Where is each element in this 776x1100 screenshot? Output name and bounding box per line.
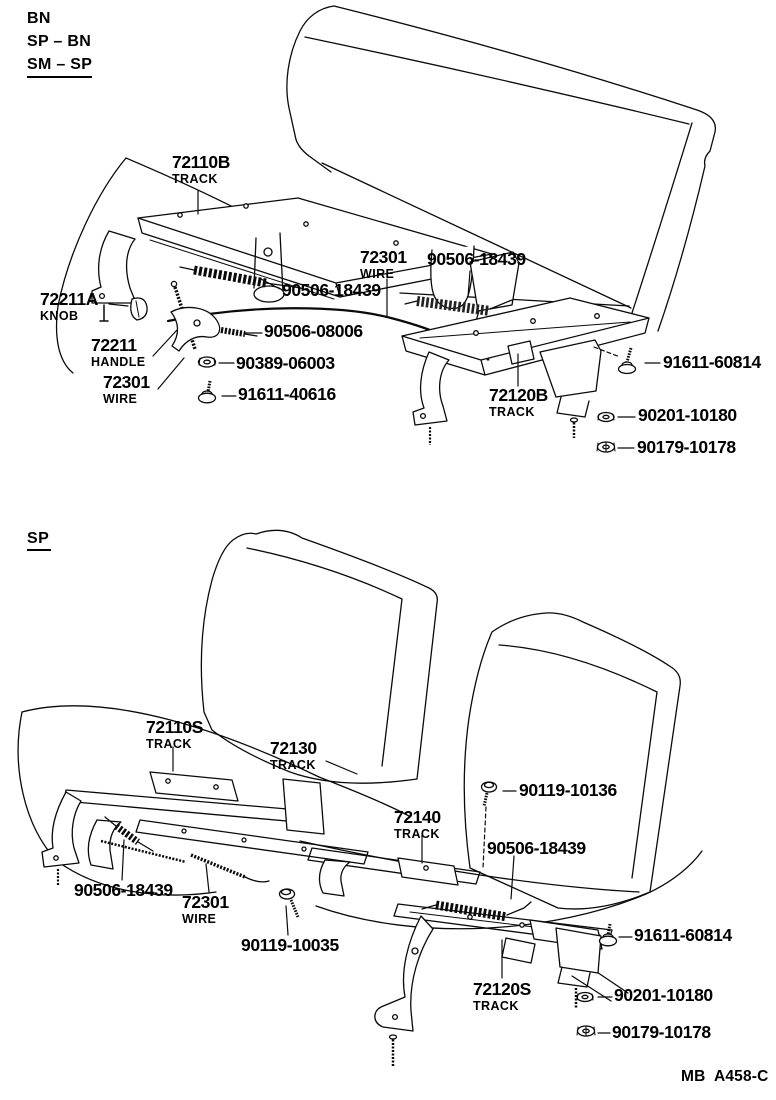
part-number: 72130: [270, 738, 317, 758]
part-number: 90201-10180: [638, 405, 737, 425]
part-number: 90201-10180: [614, 985, 713, 1005]
part-label-90119-10035: [241, 937, 339, 955]
variant-line-sp-bn: SP – BN: [27, 33, 92, 50]
part-label-90506-18439-bottom-left: [74, 882, 173, 900]
part-number: 90179-10178: [637, 437, 736, 457]
part-number: 90506-08006: [264, 321, 363, 341]
part-label-72110s: [146, 719, 203, 750]
bolt-icon: [280, 889, 299, 917]
part-label-90179-10178-bottom: [612, 1024, 711, 1042]
nut-icon: [598, 413, 614, 422]
part-label-72110b: [172, 154, 230, 185]
part-sub-label: WIRE: [182, 911, 217, 926]
part-label-90506-18439-bottom-right: [487, 840, 586, 858]
part-sub-label: TRACK: [172, 171, 218, 186]
part-label-91611-60814-bottom: [634, 927, 732, 945]
variant-header: [27, 7, 92, 78]
part-sub-label: TRACK: [394, 826, 440, 841]
bucket-seat-backs-drawing: [201, 530, 680, 909]
part-label-72301-bottom: [182, 894, 229, 925]
part-number: 72110B: [172, 152, 230, 172]
figure-code: MB A458-C: [681, 1068, 769, 1085]
part-sub-label: HANDLE: [91, 354, 146, 369]
part-number: 91611-60814: [663, 352, 761, 372]
part-label-90119-10136: [519, 782, 617, 800]
part-label-72301-bottom-left: [103, 374, 150, 405]
part-label-90506-18439-right: [427, 251, 526, 269]
part-sub-label: KNOB: [40, 308, 79, 323]
part-number: 90506-18439: [282, 280, 381, 300]
part-number: 72110S: [146, 717, 203, 737]
part-number: 90119-10136: [519, 780, 617, 800]
knob-icon: [131, 298, 147, 320]
part-label-90201-10180-top: [638, 407, 737, 425]
tension-spring-icon: [101, 817, 186, 862]
part-label-91611-60814-top: [663, 354, 761, 372]
variant-line-bn: BN: [27, 10, 51, 27]
part-number: 90119-10035: [241, 935, 339, 955]
nut-icon: [199, 357, 216, 367]
part-sub-label: TRACK: [473, 998, 519, 1013]
bolt-icon: [619, 348, 636, 374]
part-label-72211: [91, 337, 145, 368]
part-sub-label: TRACK: [489, 404, 535, 419]
part-number: 90389-06003: [236, 353, 335, 373]
part-number: 72120S: [473, 979, 531, 999]
part-number: 72301: [103, 372, 150, 392]
bolt-icon: [199, 381, 216, 403]
part-label-72301-top: [360, 249, 407, 280]
part-sub-label: TRACK: [146, 736, 192, 751]
part-label-90506-18439-left: [282, 282, 381, 300]
part-label-72120s: [473, 981, 531, 1012]
part-label-72140: [394, 809, 441, 840]
part-sub-label: TRACK: [270, 757, 316, 772]
part-number: 72120B: [489, 385, 548, 405]
section-marker-sp: SP: [27, 530, 51, 551]
nut-icon: [577, 993, 593, 1002]
part-number: 72211: [91, 335, 137, 355]
part-number: 72301: [182, 892, 229, 912]
bolt-icon: [600, 924, 617, 946]
part-label-90201-10180-bottom: [614, 987, 713, 1005]
nut-icon: [597, 442, 615, 452]
part-label-90506-08006: [264, 323, 363, 341]
variant-line-sm-sp: SM – SP: [27, 53, 92, 78]
part-sub-label: WIRE: [360, 266, 395, 281]
part-label-72130: [270, 740, 317, 771]
part-label-90389-06003: [236, 355, 335, 373]
part-label-91611-40616: [238, 386, 336, 404]
part-number: 90506-18439: [487, 838, 586, 858]
part-sub-label: WIRE: [103, 391, 138, 406]
part-number: 72301: [360, 247, 407, 267]
part-label-72120b: [489, 387, 548, 418]
part-number: 91611-40616: [238, 384, 336, 404]
nut-icon: [577, 1026, 595, 1036]
seat-track-72120b-drawing: [402, 298, 649, 445]
release-wire-icon: [191, 855, 269, 882]
part-label-72211a: [40, 291, 98, 322]
part-label-90179-10178-top: [637, 439, 736, 457]
part-number: 72140: [394, 807, 441, 827]
part-number: 90179-10178: [612, 1022, 711, 1042]
seat-track-72140-drawing: [308, 848, 480, 896]
part-number: 91611-60814: [634, 925, 732, 945]
part-number: 90506-18439: [427, 249, 526, 269]
part-number: 72211A: [40, 289, 98, 309]
part-number: 90506-18439: [74, 880, 173, 900]
